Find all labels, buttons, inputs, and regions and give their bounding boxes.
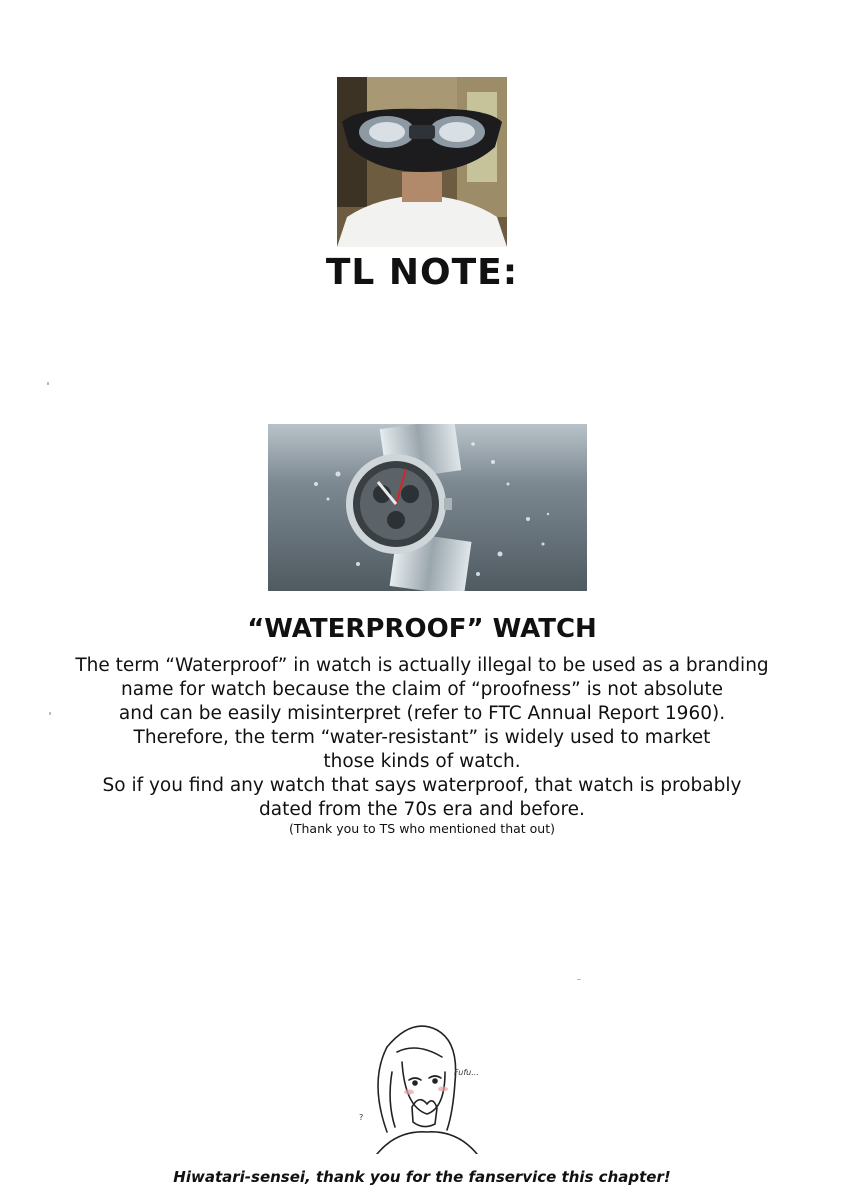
footer-caption: Hiwatari-sensei, thank you for the fanservice this chapter! <box>173 1168 671 1186</box>
headlight-meme-image <box>337 77 507 247</box>
speck <box>577 979 581 980</box>
meme-photo <box>337 77 507 247</box>
girl-drawing-image <box>357 1012 497 1154</box>
watch-heading: “WATERPROOF” WATCH <box>247 614 597 644</box>
tl-note-title: TL NOTE: <box>325 252 519 293</box>
explanation-text <box>40 654 804 822</box>
watch-splash-image <box>268 424 587 591</box>
explanation-line: those kinds of watch. <box>323 751 521 772</box>
manga-girl-illustration <box>357 1012 497 1154</box>
speck <box>47 382 49 385</box>
sfx-text: Fufu... <box>454 1068 479 1077</box>
explanation-line: The term “Waterproof” in watch is actually illegal to be used as a branding <box>75 655 769 676</box>
credit-note: (Thank you to TS who mentioned that out) <box>288 821 556 836</box>
svg-text:?: ? <box>359 1113 364 1122</box>
explanation-line: So if you find any watch that says waterproof, that watch is probably <box>102 775 742 796</box>
explanation-line: name for watch because the claim of “proofness” is not absolute <box>121 679 723 700</box>
speck <box>49 712 51 715</box>
explanation-line: Therefore, the term “water-resistant” is widely used to market <box>133 727 711 748</box>
explanation-line: and can be easily misinterpret (refer to FTC Annual Report 1960). <box>118 703 726 724</box>
watch-photo <box>268 424 587 591</box>
explanation-line: dated from the 70s era and before. <box>259 799 585 820</box>
